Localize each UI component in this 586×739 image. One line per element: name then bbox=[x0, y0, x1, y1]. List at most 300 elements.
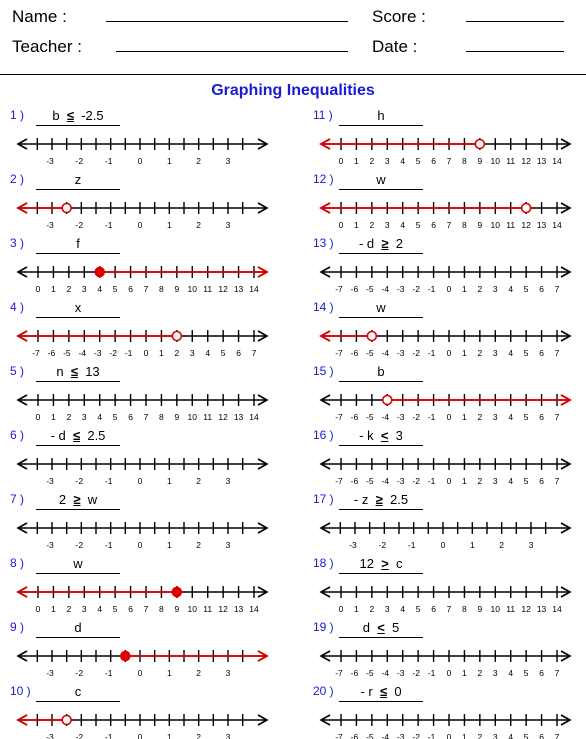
expression-term: d bbox=[362, 620, 370, 635]
open-point bbox=[383, 396, 392, 405]
tick-label: 3 bbox=[225, 540, 231, 550]
tick-label: 5 bbox=[523, 412, 529, 422]
expression-term: -2.5 bbox=[81, 108, 104, 123]
tick-label: 7 bbox=[446, 604, 452, 614]
expression-term: - z bbox=[353, 492, 369, 507]
tick-label: 3 bbox=[225, 732, 231, 739]
name-label: Name : bbox=[12, 7, 67, 26]
expression-term: 13 bbox=[85, 364, 100, 379]
tick-label: -6 bbox=[350, 284, 359, 294]
tick-label: 7 bbox=[251, 348, 257, 358]
tick-label: -4 bbox=[381, 412, 390, 422]
closed-point bbox=[95, 268, 104, 277]
tick-label: -3 bbox=[396, 732, 405, 739]
problem-expression[interactable] bbox=[36, 236, 120, 254]
number-line[interactable] bbox=[313, 190, 573, 230]
tick-label: 5 bbox=[415, 156, 421, 166]
tick-label: -4 bbox=[381, 732, 390, 739]
inequality-symbol: ≤ bbox=[379, 684, 388, 699]
tick-label: 0 bbox=[446, 284, 452, 294]
expression-term: w bbox=[87, 492, 98, 507]
tick-label: -6 bbox=[350, 668, 359, 678]
tick-label: 2 bbox=[66, 604, 72, 614]
tick-label: 8 bbox=[462, 220, 467, 230]
problem-number: 9 ) bbox=[10, 620, 25, 634]
tick-label: 7 bbox=[554, 412, 560, 422]
expression-term: d bbox=[74, 620, 82, 635]
tick-label: 9 bbox=[174, 284, 180, 294]
tick-label: 5 bbox=[523, 476, 529, 486]
number-line[interactable] bbox=[313, 446, 573, 486]
tick-label: 3 bbox=[225, 668, 231, 678]
tick-label: 10 bbox=[187, 412, 198, 422]
number-line[interactable] bbox=[10, 382, 270, 422]
tick-label: 2 bbox=[477, 284, 483, 294]
problem-1 bbox=[10, 108, 270, 170]
tick-label: 6 bbox=[128, 284, 133, 294]
tick-label: 12 bbox=[218, 412, 228, 422]
number-line[interactable] bbox=[10, 446, 270, 486]
problem-number: 7 ) bbox=[10, 492, 25, 506]
problem-2 bbox=[10, 172, 270, 234]
tick-label: 2 bbox=[499, 540, 505, 550]
tick-label: 7 bbox=[554, 732, 560, 739]
expression-term: - k bbox=[359, 428, 374, 443]
tick-label: -7 bbox=[335, 284, 343, 294]
tick-label: 4 bbox=[508, 284, 514, 294]
number-line[interactable] bbox=[313, 574, 573, 614]
tick-label: -2 bbox=[75, 732, 84, 739]
page-title: Graphing Inequalities bbox=[211, 82, 375, 99]
problem-expression[interactable] bbox=[339, 684, 423, 702]
tick-label: 2 bbox=[477, 476, 483, 486]
tick-label: 5 bbox=[415, 604, 421, 614]
number-line[interactable] bbox=[313, 318, 573, 358]
tick-label: 6 bbox=[431, 604, 436, 614]
tick-label: 4 bbox=[97, 412, 103, 422]
tick-label: 9 bbox=[174, 412, 180, 422]
tick-label: -6 bbox=[350, 732, 359, 739]
number-line[interactable] bbox=[313, 510, 573, 550]
tick-label: -5 bbox=[366, 732, 374, 739]
tick-label: 3 bbox=[492, 348, 498, 358]
tick-label: 3 bbox=[528, 540, 534, 550]
number-line[interactable] bbox=[313, 254, 573, 294]
expression-term: z bbox=[74, 172, 82, 187]
tick-label: 4 bbox=[508, 668, 514, 678]
tick-label: -1 bbox=[104, 156, 113, 166]
tick-label: 12 bbox=[218, 284, 228, 294]
tick-label: 0 bbox=[446, 732, 452, 739]
open-point bbox=[62, 716, 71, 725]
tick-label: -6 bbox=[47, 348, 56, 358]
tick-label: -2 bbox=[412, 668, 420, 678]
problem-10 bbox=[10, 684, 270, 739]
tick-label: 5 bbox=[112, 284, 118, 294]
tick-label: 0 bbox=[35, 284, 41, 294]
number-line[interactable] bbox=[10, 254, 270, 294]
problem-expression[interactable] bbox=[339, 300, 423, 318]
tick-label: -1 bbox=[104, 220, 113, 230]
tick-label: 3 bbox=[81, 284, 87, 294]
problem-number: 13 ) bbox=[313, 236, 334, 250]
number-line[interactable] bbox=[10, 510, 270, 550]
expression-term: b bbox=[52, 108, 60, 123]
expression-term: w bbox=[376, 300, 386, 315]
problem-expression[interactable] bbox=[339, 428, 423, 446]
tick-label: 11 bbox=[203, 284, 213, 294]
open-point bbox=[522, 204, 531, 213]
problem-17 bbox=[313, 492, 573, 554]
tick-label: 0 bbox=[137, 732, 143, 739]
tick-label: -5 bbox=[366, 348, 374, 358]
tick-label: 13 bbox=[233, 604, 244, 614]
open-point bbox=[172, 332, 181, 341]
expression-term: 3 bbox=[395, 428, 403, 443]
tick-label: 7 bbox=[554, 348, 560, 358]
tick-label: 1 bbox=[462, 348, 467, 358]
problem-expression[interactable] bbox=[339, 108, 423, 126]
expression-term: f bbox=[76, 236, 80, 251]
tick-label: -3 bbox=[93, 348, 102, 358]
tick-label: 3 bbox=[384, 156, 390, 166]
tick-label: 6 bbox=[236, 348, 241, 358]
problem-expression[interactable] bbox=[36, 556, 120, 574]
expression-term: 5 bbox=[392, 620, 400, 635]
score-field[interactable] bbox=[466, 21, 564, 22]
tick-label: 1 bbox=[354, 604, 359, 614]
tick-label: 2 bbox=[477, 348, 483, 358]
tick-label: 11 bbox=[506, 604, 516, 614]
tick-label: -3 bbox=[46, 668, 54, 678]
problem-number: 20 ) bbox=[313, 684, 334, 698]
tick-label: -4 bbox=[381, 348, 390, 358]
problem-14 bbox=[313, 300, 573, 362]
tick-label: -1 bbox=[407, 540, 416, 550]
problem-expression[interactable] bbox=[339, 556, 423, 574]
tick-label: -7 bbox=[335, 732, 343, 739]
tick-label: -6 bbox=[350, 412, 359, 422]
number-line[interactable] bbox=[313, 638, 573, 678]
problem-number: 12 ) bbox=[313, 172, 334, 186]
tick-label: -1 bbox=[427, 284, 436, 294]
tick-label: 0 bbox=[338, 604, 344, 614]
tick-label: -1 bbox=[124, 348, 133, 358]
expression-term: c bbox=[74, 684, 82, 699]
tick-label: -4 bbox=[381, 476, 390, 486]
tick-label: 5 bbox=[220, 348, 226, 358]
expression-term: w bbox=[376, 172, 386, 187]
tick-label: -4 bbox=[78, 348, 87, 358]
tick-label: 7 bbox=[554, 476, 560, 486]
tick-label: 10 bbox=[187, 284, 198, 294]
problem-number: 8 ) bbox=[10, 556, 25, 570]
tick-label: 10 bbox=[490, 220, 501, 230]
tick-label: 1 bbox=[166, 156, 172, 166]
tick-label: 9 bbox=[477, 156, 483, 166]
tick-label: 11 bbox=[203, 604, 213, 614]
tick-label: 5 bbox=[112, 412, 118, 422]
tick-label: -5 bbox=[63, 348, 71, 358]
number-line[interactable] bbox=[313, 702, 573, 739]
inequality-symbol: ≥ bbox=[375, 492, 383, 507]
tick-label: 1 bbox=[462, 732, 467, 739]
tick-label: -5 bbox=[366, 668, 374, 678]
tick-label: -6 bbox=[350, 476, 359, 486]
tick-label: 6 bbox=[128, 604, 133, 614]
header-divider bbox=[0, 74, 586, 75]
expression-term: 12 bbox=[359, 556, 374, 571]
tick-label: 0 bbox=[338, 220, 344, 230]
tick-label: 1 bbox=[469, 540, 475, 550]
problem-expression[interactable] bbox=[36, 108, 120, 126]
problem-18 bbox=[313, 556, 573, 618]
problem-expression[interactable] bbox=[36, 364, 120, 382]
problem-expression[interactable] bbox=[36, 172, 120, 190]
inequality-symbol: ≥ bbox=[381, 236, 389, 251]
tick-label: 0 bbox=[446, 412, 452, 422]
number-line[interactable] bbox=[313, 382, 573, 422]
tick-label: 1 bbox=[354, 220, 359, 230]
tick-label: -1 bbox=[104, 540, 113, 550]
tick-label: 0 bbox=[446, 668, 452, 678]
tick-label: 11 bbox=[203, 412, 213, 422]
tick-label: 4 bbox=[97, 284, 103, 294]
problem-number: 5 ) bbox=[10, 364, 25, 378]
closed-point bbox=[172, 588, 181, 597]
tick-label: 6 bbox=[539, 348, 544, 358]
tick-label: -3 bbox=[396, 476, 405, 486]
tick-label: -3 bbox=[46, 220, 54, 230]
tick-label: 1 bbox=[166, 220, 172, 230]
tick-label: -3 bbox=[396, 412, 405, 422]
tick-label: 1 bbox=[166, 668, 172, 678]
tick-label: 12 bbox=[521, 156, 531, 166]
expression-term: b bbox=[377, 364, 385, 379]
tick-label: 0 bbox=[137, 220, 143, 230]
tick-label: 0 bbox=[35, 604, 41, 614]
problem-expression[interactable] bbox=[36, 620, 120, 638]
tick-label: 2 bbox=[369, 156, 375, 166]
tick-label: 14 bbox=[249, 412, 259, 422]
tick-label: -1 bbox=[427, 348, 436, 358]
inequality-symbol: ≤ bbox=[70, 364, 78, 379]
tick-label: 1 bbox=[166, 732, 172, 739]
expression-term: c bbox=[396, 556, 403, 571]
tick-label: 3 bbox=[384, 220, 390, 230]
tick-label: 5 bbox=[523, 732, 529, 739]
problem-number: 16 ) bbox=[313, 428, 334, 442]
tick-label: 4 bbox=[508, 348, 514, 358]
tick-label: -5 bbox=[366, 412, 374, 422]
problem-expression[interactable] bbox=[36, 428, 120, 446]
tick-label: 14 bbox=[552, 220, 562, 230]
tick-label: 3 bbox=[492, 476, 498, 486]
tick-label: -1 bbox=[427, 668, 436, 678]
tick-label: 6 bbox=[539, 412, 544, 422]
problem-expression[interactable] bbox=[339, 172, 423, 190]
tick-label: 14 bbox=[552, 156, 562, 166]
tick-label: -3 bbox=[46, 156, 54, 166]
date-label: Date : bbox=[372, 37, 418, 56]
expression-term: h bbox=[377, 108, 385, 123]
tick-label: 10 bbox=[490, 156, 501, 166]
inequality-symbol: < bbox=[380, 428, 389, 443]
tick-label: 0 bbox=[446, 476, 452, 486]
tick-label: 9 bbox=[477, 604, 483, 614]
tick-label: 2 bbox=[369, 604, 375, 614]
tick-label: -2 bbox=[378, 540, 387, 550]
tick-label: 1 bbox=[462, 412, 467, 422]
tick-label: -4 bbox=[381, 668, 390, 678]
expression-term: 2.5 bbox=[389, 492, 409, 507]
tick-label: -3 bbox=[46, 476, 54, 486]
tick-label: 12 bbox=[521, 604, 531, 614]
problem-expression[interactable] bbox=[36, 492, 120, 510]
problem-expression[interactable] bbox=[339, 620, 423, 638]
tick-label: -2 bbox=[412, 284, 420, 294]
name-field[interactable] bbox=[106, 21, 348, 22]
tick-label: 1 bbox=[159, 348, 164, 358]
tick-label: 13 bbox=[233, 412, 244, 422]
tick-label: -1 bbox=[104, 732, 113, 739]
tick-label: 11 bbox=[506, 156, 516, 166]
tick-label: 14 bbox=[552, 604, 562, 614]
tick-label: 5 bbox=[523, 284, 529, 294]
tick-label: 7 bbox=[554, 284, 560, 294]
number-line[interactable] bbox=[10, 702, 270, 739]
tick-label: 3 bbox=[225, 476, 231, 486]
open-point bbox=[367, 332, 376, 341]
tick-label: 2 bbox=[174, 348, 180, 358]
tick-label: -1 bbox=[427, 412, 436, 422]
problem-number: 6 ) bbox=[10, 428, 25, 442]
tick-label: -1 bbox=[427, 732, 436, 739]
tick-label: 8 bbox=[462, 604, 467, 614]
tick-label: 2 bbox=[66, 412, 72, 422]
score-label: Score : bbox=[372, 7, 426, 26]
problem-expression[interactable] bbox=[339, 236, 423, 254]
tick-label: 13 bbox=[536, 220, 547, 230]
tick-label: 2 bbox=[477, 412, 483, 422]
tick-label: 6 bbox=[539, 668, 544, 678]
problem-number: 17 ) bbox=[313, 492, 334, 506]
tick-label: -5 bbox=[366, 476, 374, 486]
tick-label: 2 bbox=[477, 732, 483, 739]
tick-label: -3 bbox=[349, 540, 357, 550]
tick-label: 5 bbox=[112, 604, 118, 614]
tick-label: 13 bbox=[536, 604, 547, 614]
tick-label: 0 bbox=[137, 156, 143, 166]
tick-label: 4 bbox=[400, 220, 406, 230]
tick-label: 4 bbox=[205, 348, 211, 358]
problem-12 bbox=[313, 172, 573, 234]
tick-label: 3 bbox=[384, 604, 390, 614]
problem-expression[interactable] bbox=[339, 492, 423, 510]
problem-expression[interactable] bbox=[339, 364, 423, 382]
tick-label: 5 bbox=[523, 668, 529, 678]
teacher-field[interactable] bbox=[116, 51, 348, 52]
expression-term: 2 bbox=[58, 492, 67, 507]
tick-label: 8 bbox=[462, 156, 467, 166]
inequality-symbol: ≤ bbox=[72, 428, 81, 443]
problem-expression[interactable] bbox=[36, 684, 120, 702]
tick-label: -2 bbox=[412, 348, 420, 358]
problem-6 bbox=[10, 428, 270, 490]
problem-number: 18 ) bbox=[313, 556, 334, 570]
tick-label: -2 bbox=[75, 476, 84, 486]
tick-label: 7 bbox=[446, 220, 452, 230]
expression-term: - d bbox=[358, 236, 375, 251]
tick-label: 3 bbox=[492, 732, 498, 739]
tick-label: 3 bbox=[492, 412, 498, 422]
tick-label: -3 bbox=[46, 732, 54, 739]
tick-label: -2 bbox=[75, 220, 84, 230]
inequality-symbol: < bbox=[377, 620, 385, 635]
inequality-symbol: ≤ bbox=[66, 108, 74, 123]
inequality-symbol: > bbox=[381, 556, 389, 571]
expression-term: 0 bbox=[394, 684, 402, 699]
tick-label: 2 bbox=[196, 220, 202, 230]
tick-label: -7 bbox=[335, 668, 343, 678]
tick-label: 7 bbox=[143, 412, 149, 422]
tick-label: 3 bbox=[81, 604, 87, 614]
tick-label: 12 bbox=[218, 604, 228, 614]
number-line[interactable] bbox=[10, 318, 270, 358]
problem-number: 2 ) bbox=[10, 172, 25, 186]
tick-label: 3 bbox=[189, 348, 195, 358]
tick-label: -6 bbox=[350, 348, 359, 358]
number-line[interactable] bbox=[313, 126, 573, 166]
number-line[interactable] bbox=[10, 638, 270, 678]
tick-label: 2 bbox=[477, 668, 483, 678]
tick-label: -7 bbox=[32, 348, 40, 358]
tick-label: 14 bbox=[249, 604, 259, 614]
tick-label: 0 bbox=[35, 412, 41, 422]
problem-number: 3 ) bbox=[10, 236, 25, 250]
tick-label: 6 bbox=[431, 156, 436, 166]
tick-label: 6 bbox=[128, 412, 133, 422]
tick-label: -2 bbox=[412, 476, 420, 486]
tick-label: -1 bbox=[104, 476, 113, 486]
problem-number: 14 ) bbox=[313, 300, 334, 314]
number-line[interactable] bbox=[10, 126, 270, 166]
tick-label: -7 bbox=[335, 348, 343, 358]
problem-16 bbox=[313, 428, 573, 490]
number-line[interactable] bbox=[10, 574, 270, 614]
problem-15 bbox=[313, 364, 573, 426]
tick-label: 1 bbox=[166, 476, 172, 486]
tick-label: 7 bbox=[143, 604, 149, 614]
teacher-label: Teacher : bbox=[12, 37, 82, 56]
number-line[interactable] bbox=[10, 190, 270, 230]
tick-label: 14 bbox=[249, 284, 259, 294]
expression-term: 2.5 bbox=[87, 428, 106, 443]
problem-4 bbox=[10, 300, 270, 362]
problem-8 bbox=[10, 556, 270, 618]
tick-label: 1 bbox=[462, 668, 467, 678]
problem-13 bbox=[313, 236, 573, 298]
tick-label: 12 bbox=[521, 220, 531, 230]
tick-label: 6 bbox=[539, 476, 544, 486]
tick-label: -2 bbox=[75, 156, 84, 166]
tick-label: -2 bbox=[75, 540, 84, 550]
tick-label: 7 bbox=[446, 156, 452, 166]
tick-label: 7 bbox=[554, 668, 560, 678]
date-field[interactable] bbox=[466, 51, 564, 52]
tick-label: 1 bbox=[51, 604, 56, 614]
problem-expression[interactable] bbox=[36, 300, 120, 318]
